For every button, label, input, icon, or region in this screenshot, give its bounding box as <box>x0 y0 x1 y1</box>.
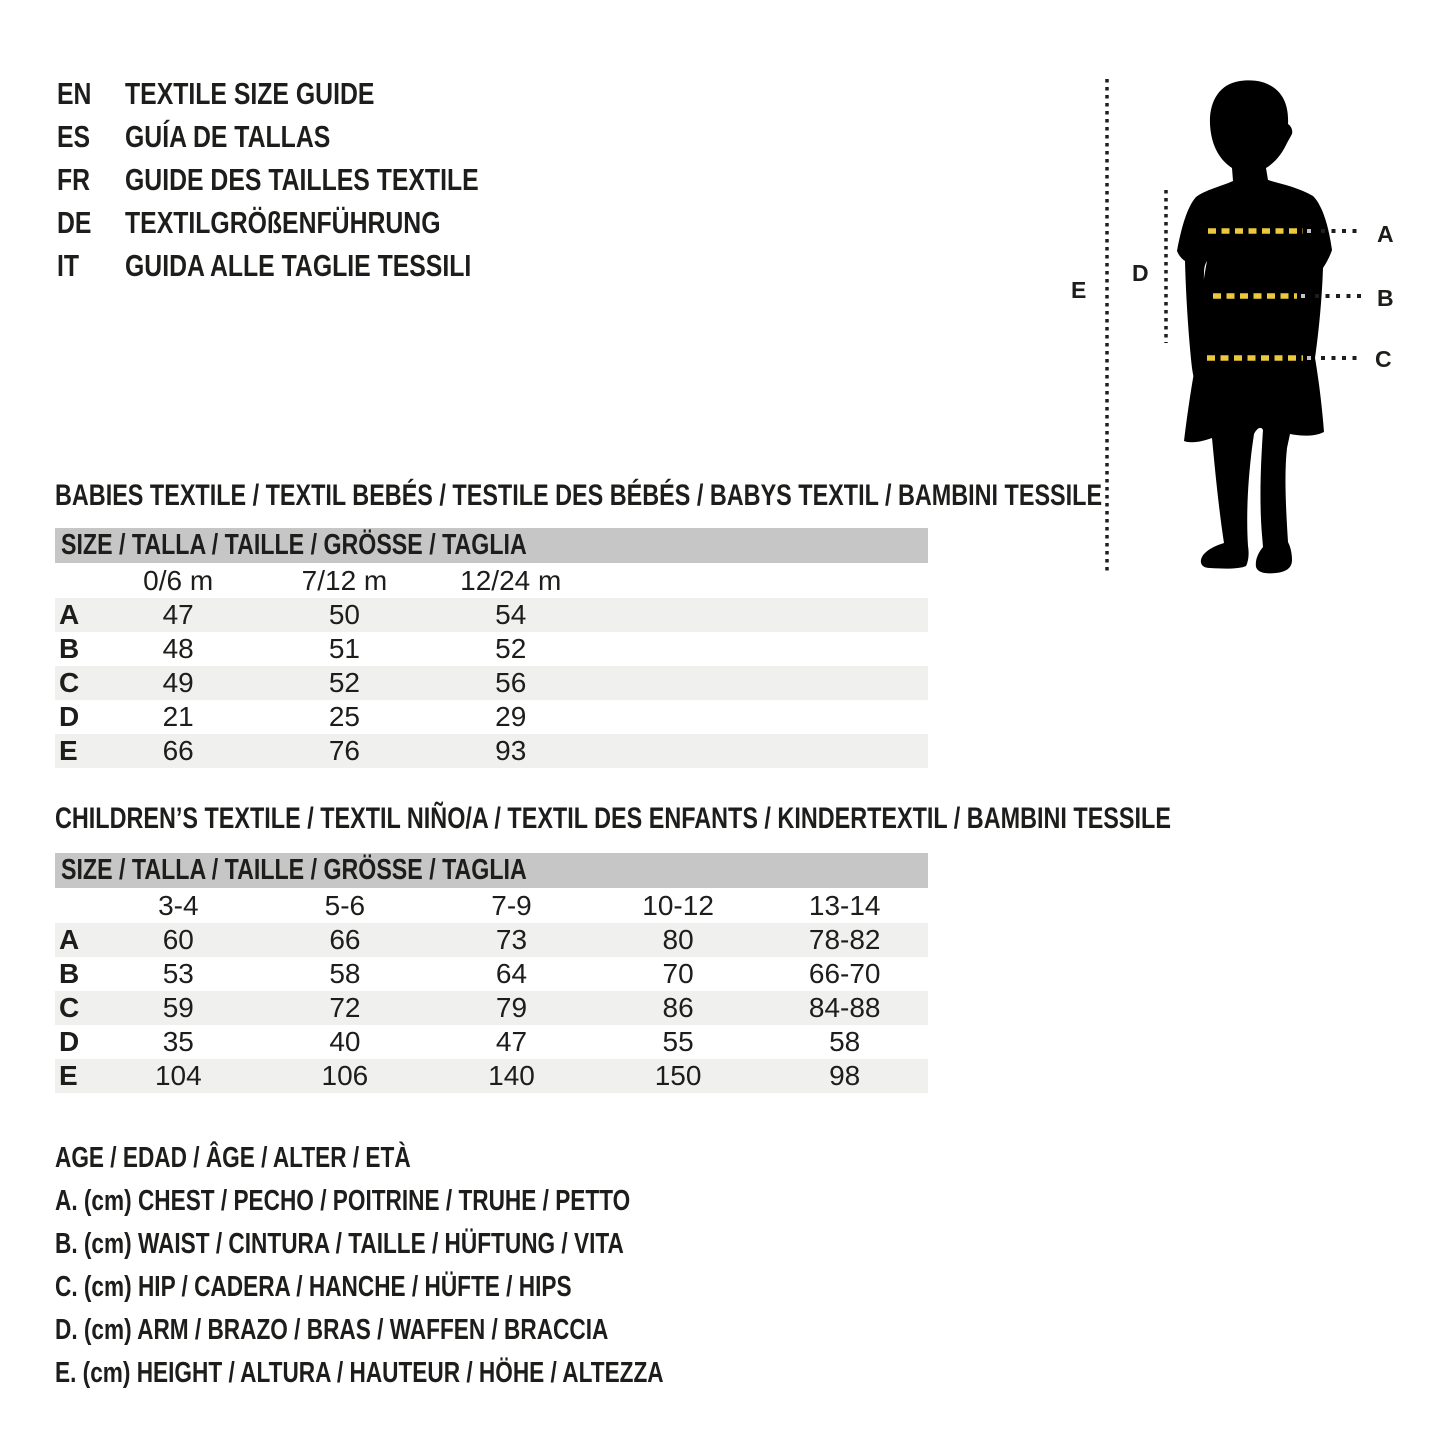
table-cell: 51 <box>328 633 361 664</box>
language-code: ES <box>57 118 91 154</box>
table-cell: 58 <box>329 958 361 989</box>
legend-line-arm: D. (cm) ARM / BRAZO / BRAS / WAFFEN / BRACCIA <box>55 1314 609 1346</box>
table-cell: 54 <box>495 599 527 630</box>
children-section-title: CHILDREN’S TEXTILE / TEXTIL NIÑO/A / TEXTIL DES ENFANTS / KINDERTEXTIL / BAMBINI TESSILE <box>55 802 1171 835</box>
row-label: D <box>59 701 80 732</box>
table-cell: 84-88 <box>808 992 881 1023</box>
measure-label-A: A <box>1377 221 1394 247</box>
children-size-header-bar: SIZE / TALLA / TAILLE / GRÖSSE / TAGLIA <box>55 853 928 888</box>
babies-size-header-bar: SIZE / TALLA / TAILLE / GRÖSSE / TAGLIA <box>55 528 928 563</box>
child-silhouette-figure <box>1050 58 1445 598</box>
children-row-B <box>55 957 928 991</box>
table-cell: 66-70 <box>808 958 881 989</box>
children-row-D <box>55 1025 928 1059</box>
table-cell: 78-82 <box>808 924 881 955</box>
legend-line-age: AGE / EDAD / ÂGE / ALTER / ETÀ <box>55 1142 411 1174</box>
language-row-es <box>57 115 567 158</box>
children-size-table <box>55 853 928 1093</box>
table-cell: 49 <box>162 667 194 698</box>
column-header-7-9: 7-9 <box>491 889 532 921</box>
legend-line-height: E. (cm) HEIGHT / ALTURA / HAUTEUR / HÖHE / ALTEZZA <box>55 1357 664 1389</box>
measure-label-D: D <box>1132 260 1149 286</box>
language-row-en <box>57 72 567 115</box>
babies-row-E <box>55 734 928 768</box>
table-cell: 59 <box>162 992 194 1023</box>
table-cell: 76 <box>328 735 361 766</box>
table-cell: 21 <box>162 701 194 732</box>
table-cell: 48 <box>162 633 194 664</box>
babies-row-D <box>55 700 928 734</box>
guide-title-en: TEXTILE SIZE GUIDE <box>125 75 375 111</box>
table-cell: 64 <box>495 958 528 989</box>
table-cell: 98 <box>829 1060 861 1091</box>
guide-title-es: GUÍA DE TALLAS <box>125 118 331 154</box>
table-cell: 72 <box>329 992 361 1023</box>
row-label: A <box>59 599 80 630</box>
language-code: EN <box>57 75 92 111</box>
row-label: B <box>59 958 80 989</box>
table-cell: 40 <box>329 1026 361 1057</box>
babies-column-header-row <box>55 563 928 598</box>
table-cell: 29 <box>495 701 527 732</box>
legend-line-waist: B. (cm) WAIST / CINTURA / TAILLE / HÜFTUNG / VITA <box>55 1228 624 1260</box>
table-cell: 47 <box>162 599 194 630</box>
guide-title-it: GUIDA ALLE TAGLIE TESSILI <box>125 247 472 283</box>
table-cell: 35 <box>162 1026 194 1057</box>
measurement-legend <box>55 1137 835 1395</box>
column-header-0-6m: 0/6 m <box>143 564 214 596</box>
language-code: IT <box>57 247 80 283</box>
babies-row-B <box>55 632 928 666</box>
table-cell: 25 <box>328 701 361 732</box>
babies-section-title: BABIES TEXTILE / TEXTIL BEBÉS / TESTILE DES BÉBÉS / BABYS TEXTIL / BAMBINI TESSILE <box>55 479 1103 512</box>
table-cell: 52 <box>495 633 527 664</box>
table-cell: 60 <box>162 924 194 955</box>
table-cell: 106 <box>321 1060 369 1091</box>
legend-line-chest: A. (cm) CHEST / PECHO / POITRINE / TRUHE / PETTO <box>55 1185 631 1217</box>
language-code: FR <box>57 161 91 197</box>
babies-size-table <box>55 528 928 768</box>
table-cell: 66 <box>329 924 361 955</box>
table-cell: 50 <box>328 599 361 630</box>
table-cell: 86 <box>662 992 694 1023</box>
table-cell: 150 <box>654 1060 702 1091</box>
babies-row-C <box>55 666 928 700</box>
table-cell: 58 <box>829 1026 861 1057</box>
table-cell: 73 <box>495 924 528 955</box>
row-label: C <box>59 667 80 698</box>
legend-line-hip: C. (cm) HIP / CADERA / HANCHE / HÜFTE / HIPS <box>55 1271 572 1303</box>
table-cell: 52 <box>328 667 361 698</box>
row-label: B <box>59 633 80 664</box>
table-cell: 66 <box>162 735 194 766</box>
column-header-10-12: 10-12 <box>642 889 714 921</box>
language-row-de <box>57 201 567 244</box>
row-label: A <box>59 924 80 955</box>
measure-label-E: E <box>1071 277 1087 303</box>
row-label: C <box>59 992 80 1023</box>
column-header-12-24m: 12/24 m <box>460 564 562 596</box>
language-title-list <box>57 72 567 287</box>
guide-title-fr: GUIDE DES TAILLES TEXTILE <box>125 161 479 197</box>
table-cell: 47 <box>495 1026 528 1057</box>
table-cell: 104 <box>154 1060 202 1091</box>
table-cell: 79 <box>495 992 528 1023</box>
children-row-E <box>55 1059 928 1093</box>
column-header-7-12m: 7/12 m <box>301 564 388 596</box>
column-header-3-4: 3-4 <box>158 889 199 921</box>
table-cell: 140 <box>488 1060 535 1091</box>
table-cell: 55 <box>662 1026 694 1057</box>
babies-row-A <box>55 598 928 632</box>
measure-label-C: C <box>1375 346 1392 372</box>
row-label: E <box>59 735 78 766</box>
table-cell: 56 <box>495 667 527 698</box>
row-label: E <box>59 1060 78 1091</box>
language-row-it <box>57 244 567 287</box>
column-header-5-6: 5-6 <box>324 889 366 921</box>
table-cell: 70 <box>662 958 694 989</box>
children-row-A <box>55 923 928 957</box>
table-cell: 93 <box>495 735 527 766</box>
row-label: D <box>59 1026 80 1057</box>
guide-title-de: TEXTILGRÖßENFÜHRUNG <box>125 204 441 240</box>
column-header-13-14: 13-14 <box>808 889 881 921</box>
measure-label-B: B <box>1377 285 1394 311</box>
table-cell: 53 <box>162 958 194 989</box>
table-cell: 80 <box>662 924 694 955</box>
language-row-fr <box>57 158 567 201</box>
children-column-header-row <box>55 888 928 923</box>
language-code: DE <box>57 204 92 240</box>
children-row-C <box>55 991 928 1025</box>
